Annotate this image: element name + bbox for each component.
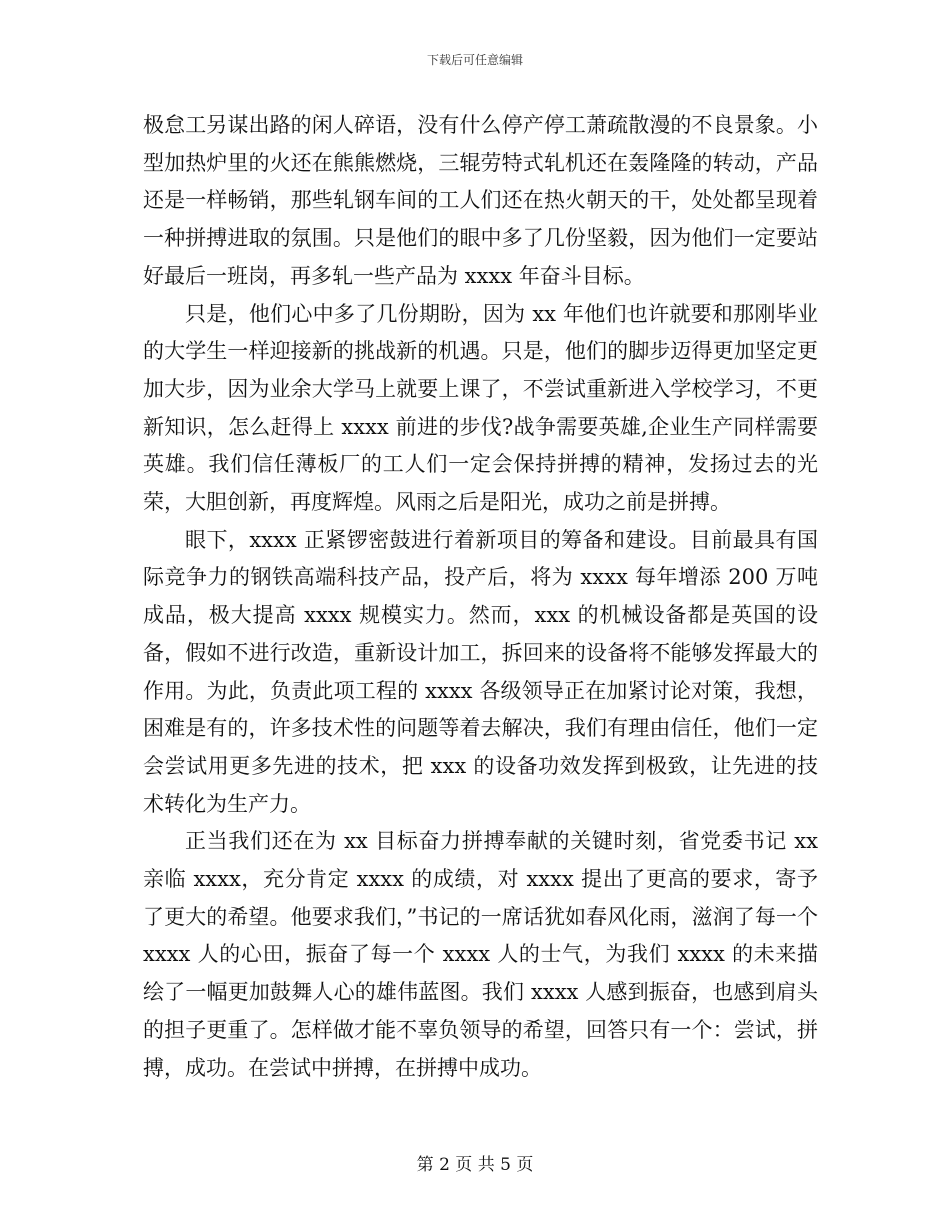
- document-body: [143, 107, 818, 1087]
- paragraph-4: 正当我们还在为 xx 目标奋力拼搏奉献的关键时刻，省党委书记 xx 亲临 xxxx，充分肯定 xxxx 的成绩，对 xxxx 提出了更高的要求，寄予了更大的希望。他要求我们，”书记的一席话犹如春风化雨，滋润了每一个 xxxx 人的心田，振奋了每一个 xxxx 人的士气，为我们 xxxx 的未来描绘了一幅更加鼓舞人心的雄伟蓝图。我们 xxxx 人感到振奋，也感到肩头的担子更重了。怎样做才能不辜负领导的希望，回答只有一个：尝试，拼搏，成功。在尝试中拼搏，在拼搏中成功。: [143, 829, 818, 1080]
- page-header: 下载后可任意编辑: [426, 53, 523, 67]
- paragraph-3: 眼下，xxxx 正紧锣密鼓进行着新项目的筹备和建设。目前最具有国际竞争力的钢铁高端科技产品，投产后，将为 xxxx 每年增添 200 万吨成品，极大提高 xxxx 规模实力。然而，xxx 的机械设备都是英国的设备，假如不进行改造，重新设计加工，拆回来的设备将不能够发挥最大的作用。为此，负责此项工程的 xxxx 各级领导正在加紧讨论对策，我想，困难是有的，许多技术性的问题等着去解决，我们有理由信任，他们一定会尝试用更多先进的技术，把 xxx 的设备功效发挥到极致，让先进的技术转化为生产力。: [143, 527, 818, 816]
- paragraph-2: 只是，他们心中多了几份期盼，因为 xx 年他们也许就要和那刚毕业的大学生一样迎接新的挑战新的机遇。只是，他们的脚步迈得更加坚定更加大步，因为业余大学马上就要上课了，不尝试重新进入学校学习，不更新知识，怎么赶得上 xxxx 前进的步伐?战争需要英雄,企业生产同样需要英雄。我们信任薄板厂的工人们一定会保持拼搏的精神，发扬过去的光荣，大胆创新，再度辉煌。风雨之后是阳光，成功之前是拼搏。: [143, 301, 818, 515]
- page-number-footer: 第 2 页 共 5 页: [416, 1155, 534, 1175]
- paragraph-1: 极怠工另谋出路的闲人碎语，没有什么停产停工萧疏散漫的不良景象。小型加热炉里的火还在熊熊燃烧，三辊劳特式轧机还在轰隆隆的转动，产品还是一样畅销，那些轧钢车间的工人们还在热火朝天的干，处处都呈现着一种拼搏进取的氛围。只是他们的眼中多了几份坚毅，因为他们一定要站好最后一班岗，再多轧一些产品为 xxxx 年奋斗目标。: [143, 113, 818, 288]
